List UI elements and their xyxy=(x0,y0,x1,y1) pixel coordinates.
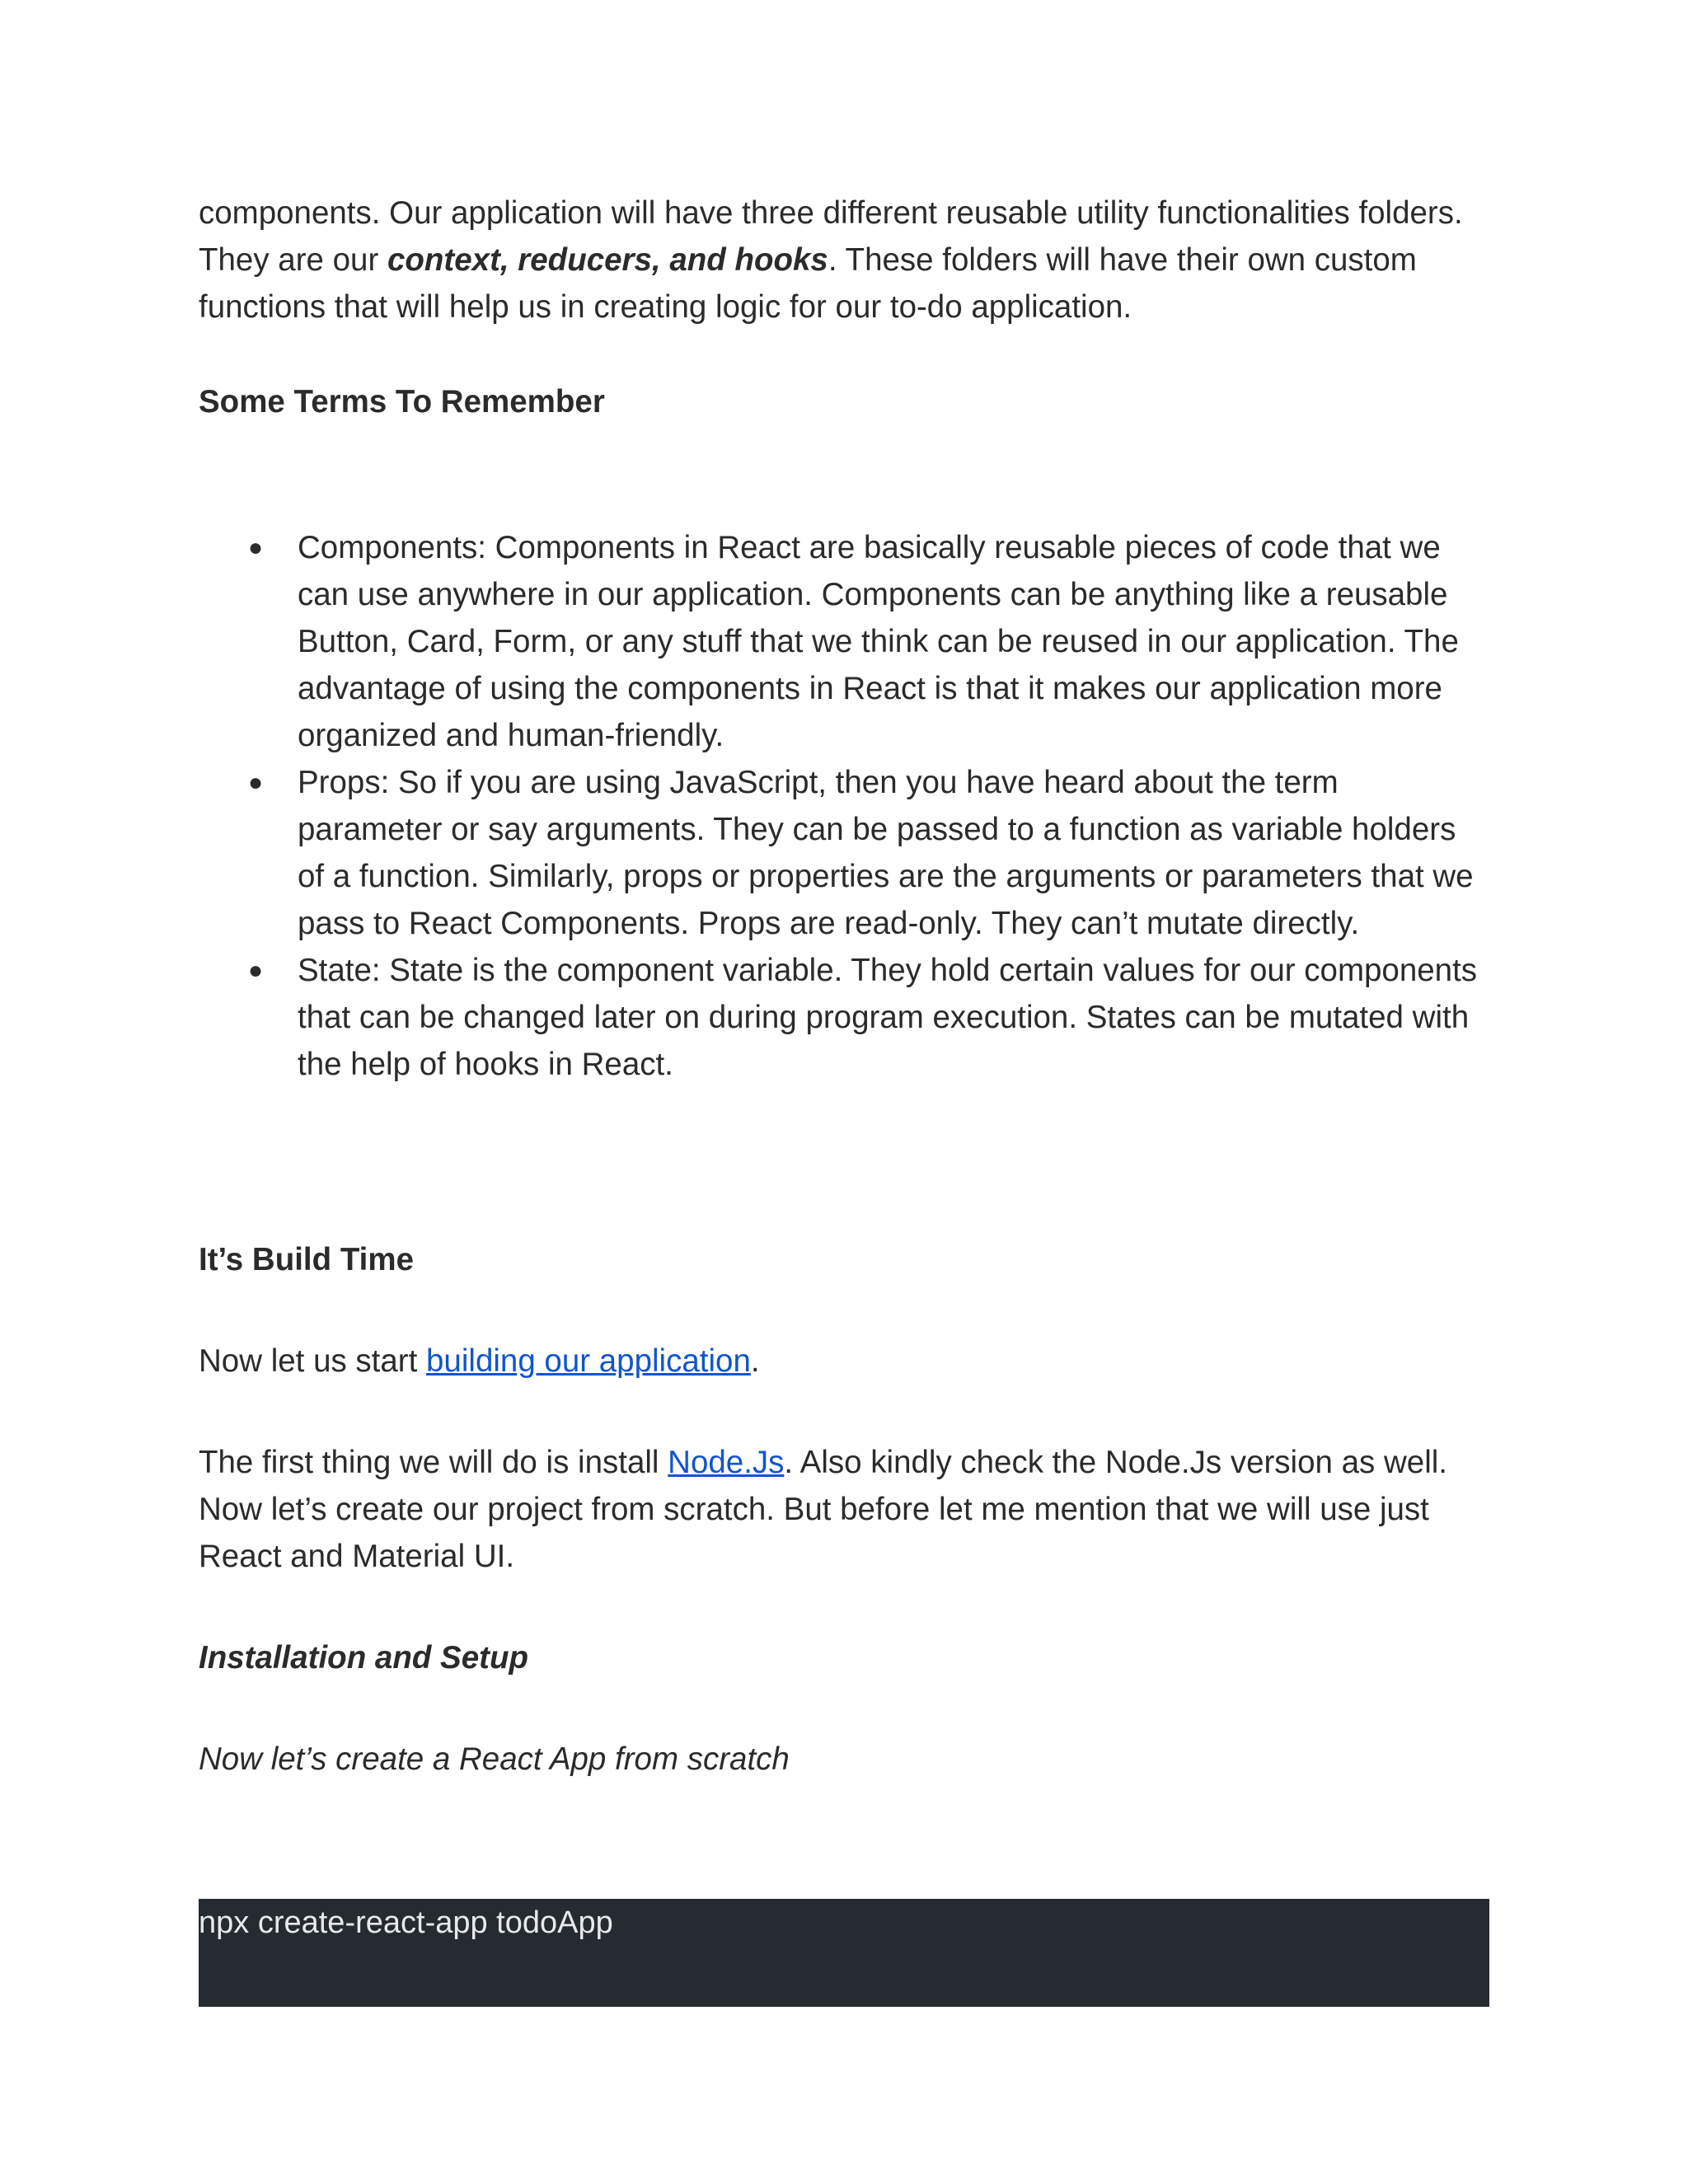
start-text-1: Now let us start xyxy=(199,1343,427,1379)
list-item-text: Components: Components in React are basically reusable pieces of code that we can use anywhere in our application. Components can be anything like a reusable Button, Card, Form, or any stuff that we think can be reused in our application. The advantage of using the components in React is that it makes our application more organized and human-friendly. xyxy=(298,530,1459,753)
code-line: npx create-react-app todoApp xyxy=(199,1905,613,1940)
install-text-2: . Also kindly check the Node.Js version as well. Now let’s create our project from scratch. But before let me mention that we will use just React and Material UI. xyxy=(199,1445,1447,1574)
list-item-text: State: State is the component variable. They hold certain values for our components that can be changed later on during program execution. States can be mutated with the help of hooks in React. xyxy=(298,953,1478,1082)
build-heading: It’s Build Time xyxy=(199,1242,414,1277)
intro-text-2: . These folders will have their own custom functions that will help us in creating logic for our to-do application. xyxy=(199,242,1417,325)
start-text-2: . xyxy=(750,1343,760,1379)
start-paragraph xyxy=(199,1338,1491,1385)
intro-text-1: components. Our application will have three different reusable utility functionalities folders. They are our xyxy=(199,195,1463,278)
list-item-text: Props: So if you are using JavaScript, then you have heard about the term parameter or say arguments. They can be passed to a function as variable holders of a function. Similarly, props or properties are the arguments or parameters that we pass to React Components. Props are read-only. They can’t mutate directly. xyxy=(298,765,1474,941)
bullet-icon: ● xyxy=(248,534,264,561)
bullet-icon: ● xyxy=(248,769,264,796)
nodejs-link[interactable]: Node.Js xyxy=(668,1445,785,1480)
terms-list xyxy=(199,524,1491,1088)
section-spacer xyxy=(199,1088,1491,1236)
create-app-subtext: Now let’s create a React App from scratch xyxy=(199,1741,790,1777)
terms-heading: Some Terms To Remember xyxy=(199,384,605,419)
bullet-icon: ● xyxy=(248,957,264,984)
list-item-components xyxy=(248,524,1491,759)
list-item-props xyxy=(248,759,1491,947)
list-item-state xyxy=(248,947,1491,1088)
code-block xyxy=(199,1899,1489,2007)
install-paragraph xyxy=(199,1439,1491,1580)
building-app-link[interactable]: building our application xyxy=(426,1343,751,1379)
intro-paragraph xyxy=(199,190,1491,330)
install-text-1: The first thing we will do is install xyxy=(199,1445,668,1480)
intro-emphasis: context, reducers, and hooks xyxy=(387,242,828,278)
document-body xyxy=(199,190,1491,1824)
setup-heading: Installation and Setup xyxy=(199,1640,529,1675)
